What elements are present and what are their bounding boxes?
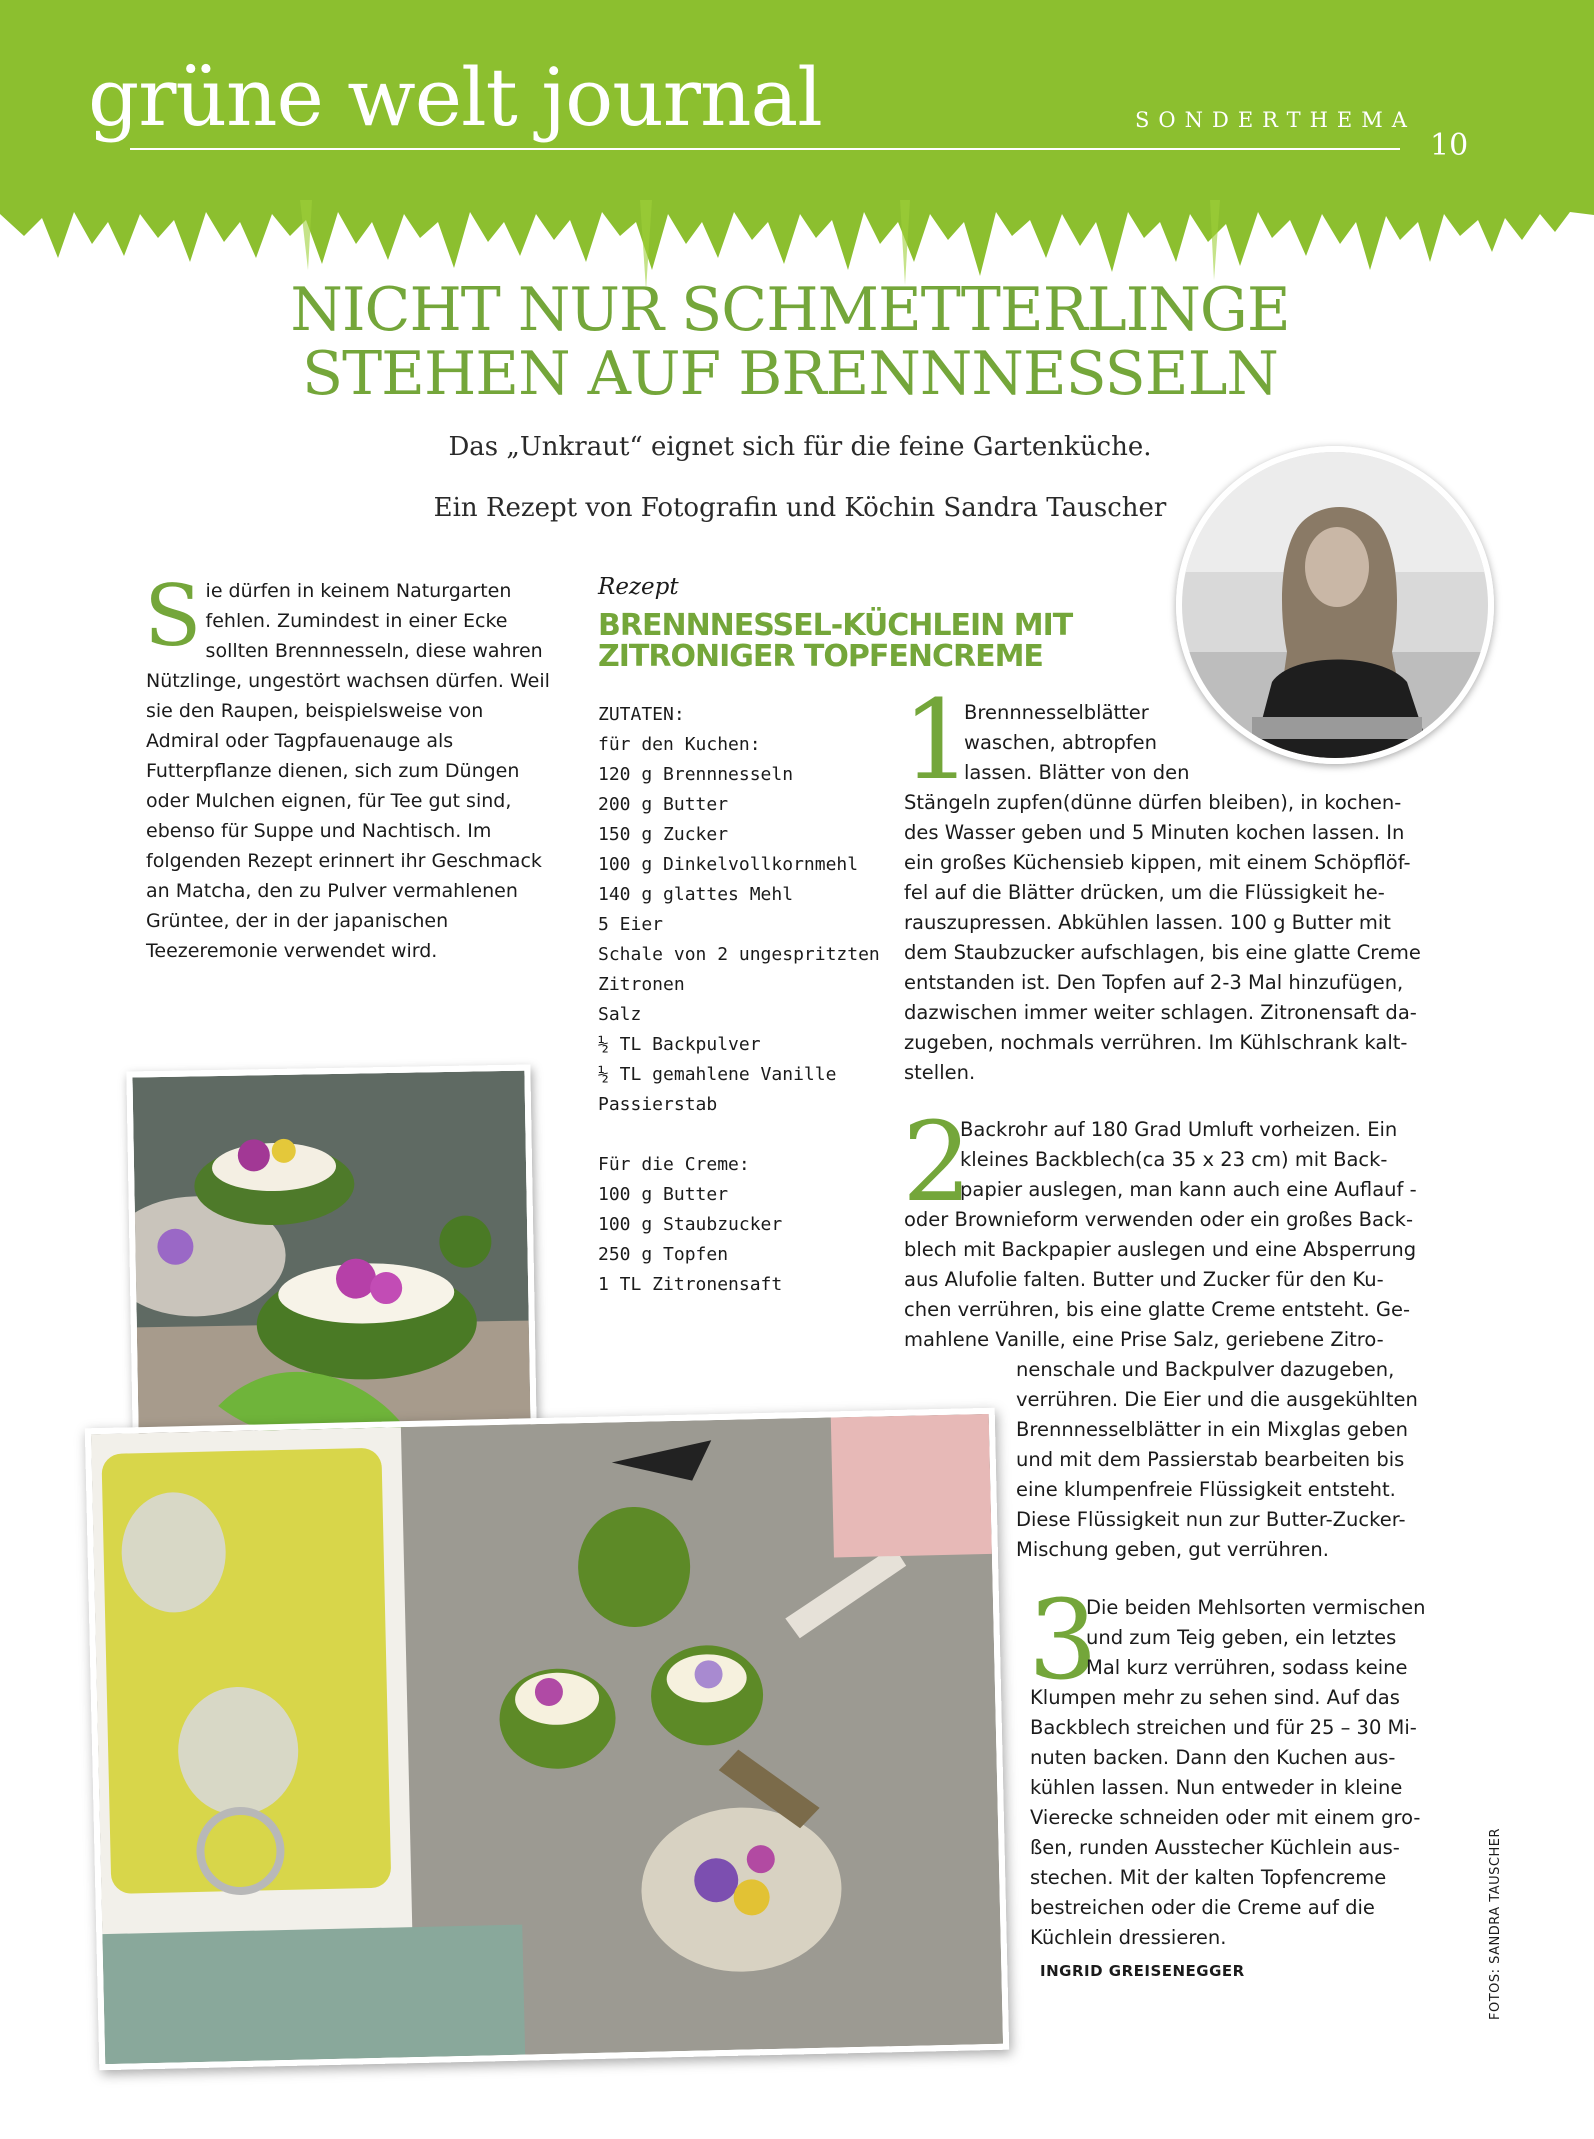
step-line: papier auslegen, man kann auch eine Auflauf - bbox=[960, 1178, 1417, 1201]
step-line: Brennnesselblätter in ein Mixglas geben bbox=[1016, 1418, 1408, 1441]
step-line: mahlene Vanille, eine Prise Salz, geriebene Zitro- bbox=[904, 1328, 1384, 1351]
step-line: stellen. bbox=[904, 1061, 976, 1084]
step-line: aus Alufolie falten. Butter und Zucker für den Ku- bbox=[904, 1268, 1384, 1291]
food-photo-table-spread bbox=[85, 1408, 1009, 2070]
step-line: rauszupressen. Abkühlen lassen. 100 g Butter mit bbox=[904, 911, 1391, 934]
step-line: Brennnesselblätter bbox=[964, 701, 1149, 724]
cake-heading: für den Kuchen: bbox=[598, 734, 761, 755]
ingredient-item: 140 g glattes Mehl bbox=[598, 884, 794, 905]
step-line: Küchlein dressieren. bbox=[1030, 1926, 1227, 1949]
ingredient-item: 5 Eier bbox=[598, 914, 664, 935]
step-line: bestreichen oder die Creme auf die bbox=[1030, 1896, 1375, 1919]
headline-line-2: STEHEN AUF BRENNNESSELN bbox=[302, 339, 1278, 409]
step-line: Vierecke schneiden oder mit einem gro- bbox=[1030, 1806, 1421, 1829]
journal-title: grüne welt journal bbox=[88, 51, 822, 144]
step-line: fel auf die Blätter drücken, um die Flüssigkeit he- bbox=[904, 881, 1385, 904]
intro-dropcap: S bbox=[144, 567, 202, 665]
step-line: nuten backen. Dann den Kuchen aus- bbox=[1030, 1746, 1396, 1769]
intro-body: ie dürfen in keinem Naturgarten fehlen. Zumindest in einer Ecke sollten Brennnesseln, diese wahren Nützlinge, ungestört wachsen dürfen. Weil sie den Raupen, beispielsweise von Admiral oder Tagpfauenauge als Futterpflanze dienen, sich zum Düngen oder Mulchen eignen, für Tee gut sind, ebenso für Suppe und Nachtisch. Im folgenden Rezept erinnert ihr Geschmack an Matcha, den zu Pulver vermahlenen Grüntee, der in der japanischen Teezeremonie verwendet wird. bbox=[146, 580, 550, 962]
step-line: Backblech streichen und für 25 – 30 Mi- bbox=[1030, 1716, 1417, 1739]
page-number: 10 bbox=[1430, 128, 1469, 163]
step-line: Die beiden Mehlsorten vermischen bbox=[1086, 1596, 1426, 1619]
step-2-number: 2 bbox=[902, 1098, 972, 1226]
ingredients-gap bbox=[598, 1120, 898, 1150]
step-1-text bbox=[904, 698, 1459, 1088]
step-line: kleines Backblech(ca 35 x 23 cm) mit Back- bbox=[960, 1148, 1388, 1171]
step-line: Mischung geben, gut verrühren. bbox=[1016, 1538, 1329, 1561]
ingredients-list bbox=[598, 700, 898, 1300]
food-photo-b-image bbox=[91, 1414, 1003, 2064]
step-line: ein großes Küchensieb kippen, mit einem Schöpflöf- bbox=[904, 851, 1411, 874]
step-line: oder Brownieform verwenden oder ein großes Back- bbox=[904, 1208, 1413, 1231]
headline bbox=[160, 275, 1420, 409]
step-line: lassen. Blätter von den bbox=[964, 761, 1190, 784]
step-line: stechen. Mit der kalten Topfencreme bbox=[1030, 1866, 1387, 1889]
ingredient-item: Zitronen bbox=[598, 974, 685, 995]
step-line: Stängeln zupfen(dünne dürfen bleiben), in kochen- bbox=[904, 791, 1402, 814]
ingredient-item: 150 g Zucker bbox=[598, 824, 729, 845]
ingredients-heading: ZUTATEN: bbox=[598, 704, 685, 725]
ingredient-item: 1 TL Zitronensaft bbox=[598, 1274, 783, 1295]
ingredient-item: 200 g Butter bbox=[598, 794, 729, 815]
step-line: Mal kurz verrühren, sodass keine bbox=[1086, 1656, 1408, 1679]
step-line: kühlen lassen. Nun entweder in kleine bbox=[1030, 1776, 1403, 1799]
step-1-number: 1 bbox=[902, 676, 972, 804]
ingredient-item: 100 g Butter bbox=[598, 1184, 729, 1205]
ingredient-item: 100 g Staubzucker bbox=[598, 1214, 783, 1235]
step-3-number: 3 bbox=[1028, 1576, 1098, 1704]
ingredient-item: ½ TL Backpulver bbox=[598, 1034, 761, 1055]
ingredient-item: 250 g Topfen bbox=[598, 1244, 729, 1265]
cream-heading: Für die Creme: bbox=[598, 1154, 750, 1175]
step-line: chen verrühren, bis eine glatte Creme entsteht. Ge- bbox=[904, 1298, 1411, 1321]
ingredient-item: 120 g Brennnesseln bbox=[598, 764, 794, 785]
ingredient-item: Salz bbox=[598, 1004, 642, 1025]
subtitle: Das „Unkraut“ eignet sich für die feine Gartenküche. bbox=[448, 432, 1152, 462]
ingredient-item: Passierstab bbox=[598, 1094, 718, 1115]
step-line: dem Staubzucker aufschlagen, bis eine glatte Creme bbox=[904, 941, 1421, 964]
step-line: ßen, runden Ausstecher Küchlein aus- bbox=[1030, 1836, 1400, 1859]
section-label: SONDERTHEMA bbox=[1135, 108, 1416, 132]
step-line: und mit dem Passierstab bearbeiten bis bbox=[1016, 1448, 1405, 1471]
step-line: blech mit Backpapier auslegen und eine Absperrung bbox=[904, 1238, 1417, 1261]
step-line: entstanden ist. Den Topfen auf 2-3 Mal hinzufügen, bbox=[904, 971, 1404, 994]
ingredient-item: Schale von 2 ungespritzten bbox=[598, 944, 880, 965]
step-line: zugeben, nochmals verrühren. Im Kühlschrank kalt- bbox=[904, 1031, 1408, 1054]
step-line: waschen, abtropfen bbox=[964, 731, 1157, 754]
step-line: nenschale und Backpulver dazugeben, bbox=[1016, 1358, 1395, 1381]
step-line: Backrohr auf 180 Grad Umluft vorheizen. Ein bbox=[960, 1118, 1398, 1141]
recipe-title bbox=[598, 610, 1198, 672]
author-credit: INGRID GREISENEGGER bbox=[1040, 1962, 1245, 1980]
header-rule bbox=[130, 148, 1400, 150]
recipe-kicker: Rezept bbox=[598, 574, 679, 600]
byline: Ein Rezept von Fotografin und Köchin Sandra Tauscher bbox=[433, 493, 1167, 523]
step-line: und zum Teig geben, ein letztes bbox=[1086, 1626, 1397, 1649]
intro-text bbox=[144, 567, 558, 966]
headline-line-1: NICHT NUR SCHMETTERLINGE bbox=[290, 275, 1290, 345]
step-line: eine klumpenfreie Flüssigkeit entsteht. bbox=[1016, 1478, 1396, 1501]
step-line: Diese Flüssigkeit nun zur Butter-Zucker- bbox=[1016, 1508, 1406, 1531]
header-green-band bbox=[0, 0, 1594, 320]
recipe-title-line-2: ZITRONIGER TOPFENCREME bbox=[598, 639, 1043, 674]
step-line: des Wasser geben und 5 Minuten kochen lassen. In bbox=[904, 821, 1405, 844]
ingredient-item: 100 g Dinkelvollkornmehl bbox=[598, 854, 859, 875]
step-line: dazwischen immer weiter schlagen. Zitronensaft da- bbox=[904, 1001, 1417, 1024]
photo-credit: FOTOS: SANDRA TAUSCHER bbox=[1488, 1828, 1503, 2020]
ingredient-item: ½ TL gemahlene Vanille bbox=[598, 1064, 837, 1085]
step-line: Klumpen mehr zu sehen sind. Auf das bbox=[1030, 1686, 1400, 1709]
step-3-text bbox=[1030, 1593, 1460, 1953]
step-line: verrühren. Die Eier und die ausgekühlten bbox=[1016, 1388, 1418, 1411]
recipe-title-line-1: BRENNNESSEL-KÜCHLEIN MIT bbox=[598, 608, 1073, 643]
